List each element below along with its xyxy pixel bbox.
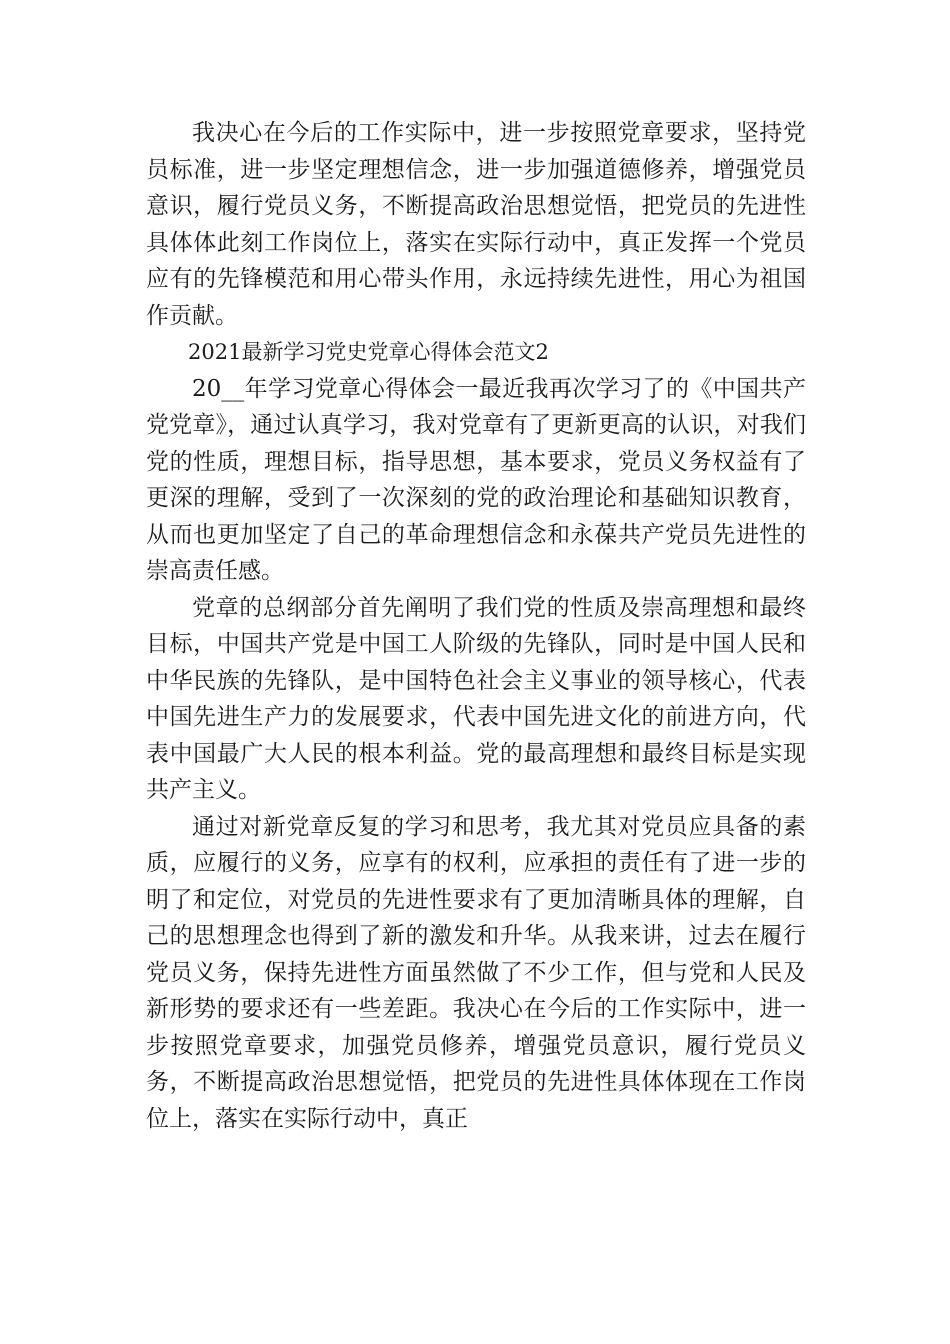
document-page: [146, 115, 806, 1137]
paragraph-2: 20__年学习党章心得体会一最近我再次学习了的《中国共产党党章》，通过认真学习，我对党章有了更新更高的认识，对我们党的性质，理想目标，指导思想，基本要求，党员义务权益有了更深的理解，受到了一次深刻的党的政治理论和基础知识教育，从而也更加坚定了自己的革命理想信念和永葆共产党员先进性的崇高责任感。: [146, 375, 806, 584]
paragraph-4: 通过对新党章反复的学习和思考，我尤其对党员应具备的素质，应履行的义务，应享有的权利，应承担的责任有了进一步的明了和定位，对党员的先进性要求有了更加清晰具体的理解，自己的思想理念也得到了新的激发和升华。从我来讲，过去在履行党员义务，保持先进性方面虽然做了不少工作，但与党和人民及新形势的要求还有一些差距。我决心在今后的工作实际中，进一步按照党章要求，加强党员修养，增强党员意识，履行党员义务，不断提高政治思想觉悟，把党员的先进性具体体现在工作岗位上，落实在实际行动中，真正: [146, 813, 806, 1132]
section-heading: 2021最新学习党史党章心得体会范文2: [188, 340, 549, 364]
paragraph-1: 我决心在今后的工作实际中，进一步按照党章要求，坚持党员标准，进一步坚定理想信念，进一步加强道德修养，增强党员意识，履行党员义务，不断提高政治思想觉悟，把党员的先进性具体体此刻工作岗位上，落实在实际行动中，真正发挥一个党员应有的先锋模范和用心带头作用，永远持续先进性，用心为祖国作贡献。: [146, 120, 806, 329]
paragraph-3: 党章的总纲部分首先阐明了我们党的性质及崇高理想和最终目标，中国共产党是中国工人阶级的先锋队，同时是中国人民和中华民族的先锋队，是中国特色社会主义事业的领导核心，代表中国先进生产力的发展要求，代表中国先进文化的前进方向，代表中国最广大人民的根本利益。党的最高理想和最终目标是实现共产主义。: [146, 594, 806, 803]
